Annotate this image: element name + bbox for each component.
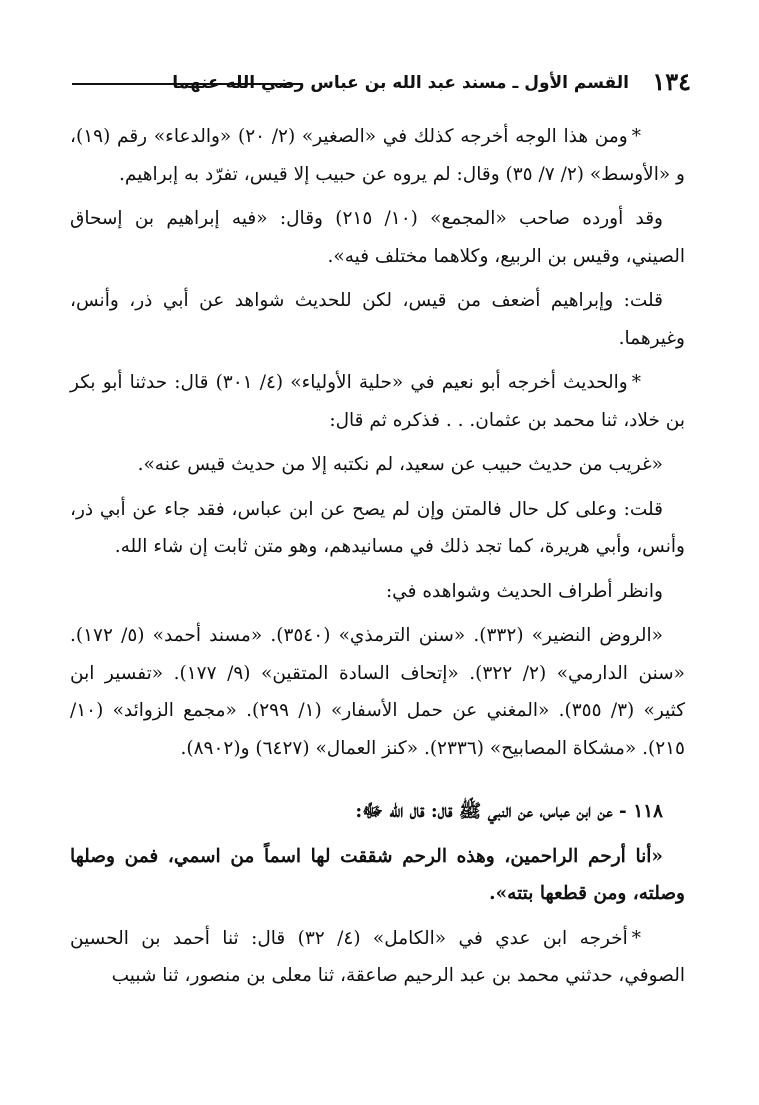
- paragraph-text: قلت: وإبراهيم أضعف من قيس، لكن للحديث شواهد عن أبي ذر، وأنس، وغيرهما.: [70, 290, 685, 349]
- star-marker: *: [631, 126, 641, 147]
- paragraph-text: وانظر أطراف الحديث وشواهده في:: [385, 580, 663, 602]
- paragraph-text: «غريب من حديث حبيب عن سعيد، لم نكتبه إلا من حديث قيس عنه».: [137, 454, 663, 475]
- page-header: [72, 66, 691, 106]
- paragraph-text: وقد أورده صاحب «المجمع» (١٠/ ٢١٥) وقال: «فيه إبراهيم بن إسحاق الصيني، وقيس بن الربيع، وكلاهما مختلف فيه».: [70, 208, 685, 267]
- paragraph: [70, 118, 685, 193]
- paragraph-text: أخرجه ابن عدي في «الكامل» (٤/ ٣٢) قال: ثنا أحمد بن الحسين الصوفي، حدثني محمد بن عبد الرحيم صاعقة، ثنا معلى بن منصور، ثنا شبيب: [70, 927, 685, 986]
- paragraph: [70, 446, 685, 484]
- header-rule: [72, 83, 302, 85]
- paragraph-text: ومن هذا الوجه أخرجه كذلك في «الصغير» (٢/ ٢٠) «والدعاء» رقم (١٩)، و «الأوسط» (٢/ ٧/ ٣٥) وقال: لم يروه عن حبيب إلا قيس، تفرّد به إبراهيم.: [70, 126, 685, 185]
- paragraph: [70, 364, 685, 439]
- running-head: القسم الأول ـ مسند عبد الله بن عباس رضي الله عنهما: [172, 73, 629, 93]
- page-number: ١٣٤: [652, 67, 691, 96]
- page-body: [70, 118, 685, 1002]
- star-marker: *: [631, 927, 641, 949]
- hadith-heading: ١١٨ - عن ابن عباس، عن النبي ﷺ قال: قال الله ﷻ:: [355, 801, 663, 822]
- paragraph-text: «الروض النضير» (٣٣٢). «سنن الترمذي» (٣٥٤٠). «مسند أحمد» (٥/ ١٧٢). «سنن الدارمي» (٢/ ٣٢٢). «إتحاف السادة المتقين» (٩/ ١٧٧). «تفسير ابن كثير» (٣/ ٣٥٥). «المغني عن حمل الأسفار» (١/ ٢٩٩). «مجمع الزوائد» (١٠/ ٢١٥). «مشكاة المصابيح» (٢٣٣٦). «كنز العمال» (٦٤٢٧) و(٨٩٠٢).: [70, 625, 686, 759]
- paragraph: [70, 282, 685, 357]
- paragraph: [70, 920, 685, 995]
- paragraph: [70, 573, 685, 611]
- references-list: [70, 617, 685, 767]
- star-marker: *: [631, 372, 641, 393]
- paragraph-text: والحديث أخرجه أبو نعيم في «حلية الأولياء» (٤/ ٣٠١) قال: حدثنا أبو بكر بن خلاد، ثنا محمد بن عثمان. . . فذكره ثم قال:: [70, 372, 685, 431]
- paragraph: [70, 200, 685, 275]
- paragraph: [70, 491, 685, 566]
- paragraph-text: قلت: وعلى كل حال فالمتن وإن لم يصح عن ابن عباس، فقد جاء عن أبي ذر، وأنس، وأبي هريرة، كما تجد ذلك في مسانيدهم، وهو متن ثابت إن شاء الله.: [70, 498, 685, 557]
- hadith-text: «أنا أرحم الراحمين، وهذه الرحم شققت لها اسماً من اسمي، فمن وصلها وصلته، ومن قطعها بتته».: [70, 845, 685, 904]
